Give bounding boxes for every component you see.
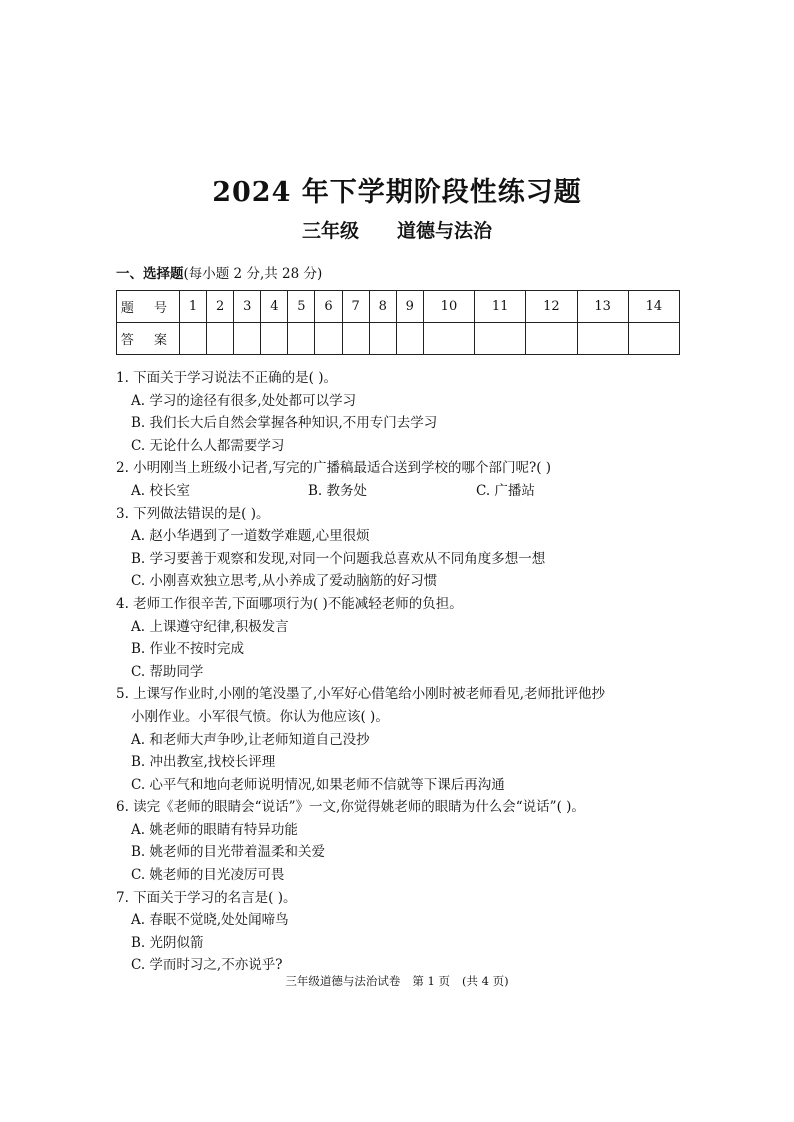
answer-option-row [116, 480, 696, 503]
question-number-cell: 5 [288, 291, 315, 323]
answer-cell[interactable] [207, 323, 234, 355]
answer-option: C. 姚老师的目光凌厉可畏 [131, 867, 285, 884]
answer-option: C. 心平气和地向老师说明情况,如果老师不信就等下课后再沟通 [131, 776, 505, 793]
answer-option: A. 和老师大声争吵,让老师知道自己没抄 [131, 731, 370, 748]
question-number-cell: 3 [234, 291, 261, 323]
answer-option: A. 春眠不觉晓,处处闻啼鸟 [131, 912, 289, 929]
answer-option: A. 学习的途径有很多,处处都可以学习 [131, 392, 357, 409]
question-number-cell: 8 [369, 291, 396, 323]
answer-cell[interactable] [577, 323, 628, 355]
answer-cell[interactable] [369, 323, 396, 355]
answer-cell[interactable] [261, 323, 288, 355]
section-title: 一、选择题 [116, 266, 184, 282]
question-list [116, 367, 696, 977]
question-stem: 3. 下列做法错误的是( )。 [116, 505, 270, 522]
answer-cell[interactable] [288, 323, 315, 355]
question-stem: 2. 小明刚当上班级小记者,写完的广播稿最适合送到学校的哪个部门呢?( ) [116, 460, 552, 477]
answer-cell[interactable] [396, 323, 423, 355]
answer-option: C. 无论什么人都需要学习 [131, 437, 285, 454]
question-number-cell: 11 [475, 291, 526, 323]
answer-table-number-row [117, 291, 680, 323]
page-subtitle [0, 216, 794, 243]
answer-label: 答 案 [117, 323, 180, 355]
answer-option: B. 姚老师的目光带着温柔和关爱 [131, 844, 326, 861]
answer-cell[interactable] [180, 323, 207, 355]
answer-cell[interactable] [234, 323, 261, 355]
section-heading [116, 262, 322, 282]
question-number-cell: 10 [423, 291, 474, 323]
answer-table-answer-row [117, 323, 680, 355]
answer-cell[interactable] [342, 323, 369, 355]
question-number-cell: 6 [315, 291, 342, 323]
grade-label: 三年级 [301, 220, 359, 242]
answer-option: B. 教务处 [308, 482, 368, 499]
answer-option: A. 校长室 [131, 482, 190, 499]
answer-option: B. 学习要善于观察和发现,对同一个问题我总喜欢从不同角度多想一想 [131, 550, 546, 567]
answer-table [116, 290, 680, 355]
question-stem: 7. 下面关于学习的名言是( )。 [116, 889, 297, 906]
question-stem: 5. 上课写作业时,小刚的笔没墨了,小军好心借笔给小刚时被老师看见,老师批评他抄 [116, 686, 606, 703]
footer-page-number: 第 1 页 [412, 974, 451, 988]
answer-cell[interactable] [628, 323, 679, 355]
answer-option: B. 冲出教室,找校长评理 [131, 754, 276, 771]
answer-cell[interactable] [315, 323, 342, 355]
answer-option: B. 作业不按时完成 [131, 641, 245, 658]
section-note: (每小题 2 分,共 28 分) [183, 266, 323, 282]
answer-option: C. 帮助同学 [131, 663, 204, 680]
question-number-cell: 12 [526, 291, 577, 323]
answer-option: B. 光阴似箭 [131, 934, 204, 951]
question-number-cell: 1 [180, 291, 207, 323]
page-title: 2024 年下学期阶段性练习题 [212, 177, 582, 208]
question-number-cell: 4 [261, 291, 288, 323]
question-number-label: 题 号 [117, 291, 180, 323]
answer-cell[interactable] [526, 323, 577, 355]
page-footer [0, 973, 794, 989]
subject-label: 道德与法治 [397, 220, 493, 242]
answer-cell[interactable] [423, 323, 474, 355]
question-stem-continued: 小刚作业。小军很气愤。你认为他应该( )。 [131, 708, 389, 725]
answer-option: A. 上课遵守纪律,积极发言 [131, 618, 289, 635]
footer-total-pages: (共 4 页) [462, 974, 509, 988]
footer-paper-name: 三年级道德与法治试卷 [285, 974, 401, 988]
question-stem: 6. 读完《老师的眼睛会“说话”》一文,你觉得姚老师的眼睛为什么会“说话”( )。 [116, 799, 585, 816]
answer-option: C. 小刚喜欢独立思考,从小养成了爱动脑筋的好习惯 [131, 573, 438, 590]
question-stem: 1. 下面关于学习说法不正确的是( )。 [116, 370, 337, 386]
question-stem: 4. 老师工作很辛苦,下面哪项行为( )不能减轻老师的负担。 [116, 595, 463, 612]
question-number-cell: 9 [396, 291, 423, 323]
answer-cell[interactable] [475, 323, 526, 355]
answer-option: C. 学而时习之,不亦说乎? [131, 957, 283, 974]
answer-option: A. 赵小华遇到了一道数学难题,心里很烦 [131, 528, 370, 545]
question-number-cell: 14 [628, 291, 679, 323]
question-number-cell: 7 [342, 291, 369, 323]
answer-option: A. 姚老师的眼睛有特异功能 [131, 821, 298, 838]
question-number-cell: 13 [577, 291, 628, 323]
answer-option: B. 我们长大后自然会掌握各种知识,不用专门去学习 [131, 415, 438, 432]
question-number-cell: 2 [207, 291, 234, 323]
answer-option: C. 广播站 [476, 482, 535, 499]
